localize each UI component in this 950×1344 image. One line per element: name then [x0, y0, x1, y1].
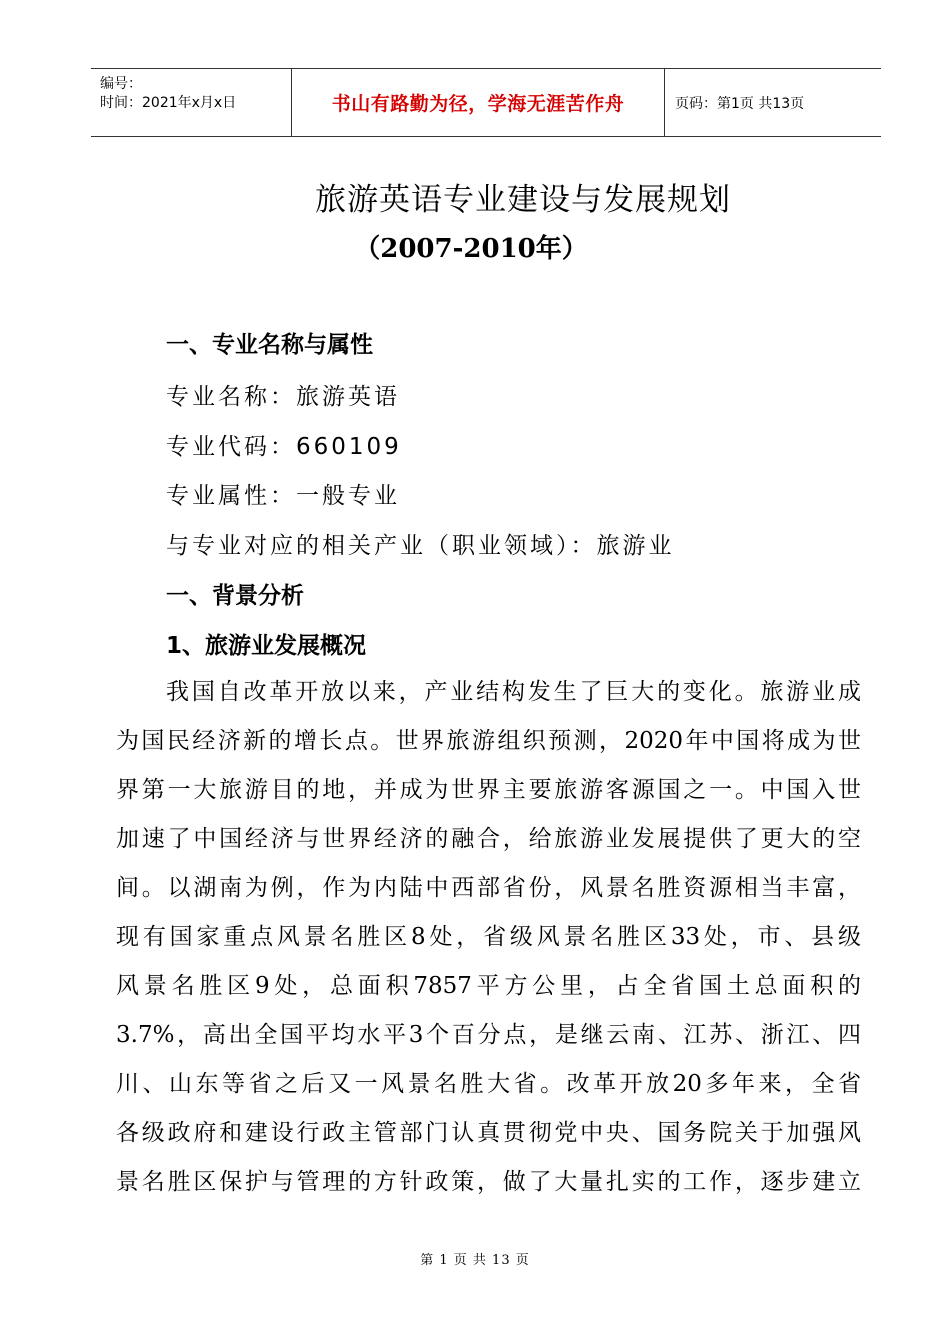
paragraph-line: 为国民经济新的增长点。世界旅游组织预测，2020年中国将成为世 — [116, 728, 861, 754]
paragraph-line: 现有国家重点风景名胜区8处，省级风景名胜区33处，市、县级 — [116, 924, 861, 950]
number-label: 编号： — [100, 76, 142, 92]
subsection-heading: 1、旅游业发展概况 — [166, 633, 367, 659]
document-header — [91, 68, 881, 137]
paragraph-line: 加速了中国经济与世界经济的融合，给旅游业发展提供了更大的空 — [116, 826, 861, 852]
paragraph-line: 界第一大旅游目的地，并成为世界主要旅游客源国之一。中国入世 — [116, 777, 861, 803]
paragraph-line: 风景名胜区9处，总面积7857平方公里，占全省国土总面积的 — [116, 973, 861, 999]
document-title: 旅游英语专业建设与发展规划 — [315, 182, 731, 218]
paragraph-line: 3.7%，高出全国平均水平3个百分点，是继云南、江苏、浙江、四 — [116, 1022, 861, 1048]
body-paragraph — [116, 668, 861, 1207]
document-subtitle: （2007-2010年） — [354, 234, 588, 264]
major-code: 专业代码：660109 — [166, 434, 402, 460]
motto-text: 书山有路勤为径，学海无涯苦作舟 — [331, 93, 625, 115]
paragraph-line: 景名胜区保护与管理的方针政策，做了大量扎实的工作，逐步建立 — [116, 1169, 861, 1195]
page-footer: 第 1 页 共 13 页 — [420, 1253, 530, 1268]
page-info: 页码：第1页 共13页 — [675, 95, 805, 112]
related-industry: 与专业对应的相关产业（职业领域）：旅游业 — [166, 533, 675, 559]
major-attribute: 专业属性：一般专业 — [166, 483, 400, 509]
header-meta-cell — [91, 69, 292, 136]
paragraph-line: 各级政府和建设行政主管部门认真贯彻党中央、国务院关于加强风 — [116, 1120, 861, 1146]
major-name: 专业名称：旅游英语 — [166, 384, 400, 410]
paragraph-line: 我国自改革开放以来，产业结构发生了巨大的变化。旅游业成 — [166, 679, 861, 705]
section-heading-2: 一、背景分析 — [166, 583, 304, 609]
section-heading-1: 一、专业名称与属性 — [166, 332, 373, 358]
paragraph-line: 间。以湖南为例，作为内陆中西部省份，风景名胜资源相当丰富， — [116, 875, 861, 901]
time-label: 时间：2021年x月x日 — [100, 95, 237, 111]
paragraph-line: 川、山东等省之后又一风景名胜大省。改革开放20多年来，全省 — [116, 1071, 861, 1097]
header-motto-cell — [292, 69, 665, 136]
